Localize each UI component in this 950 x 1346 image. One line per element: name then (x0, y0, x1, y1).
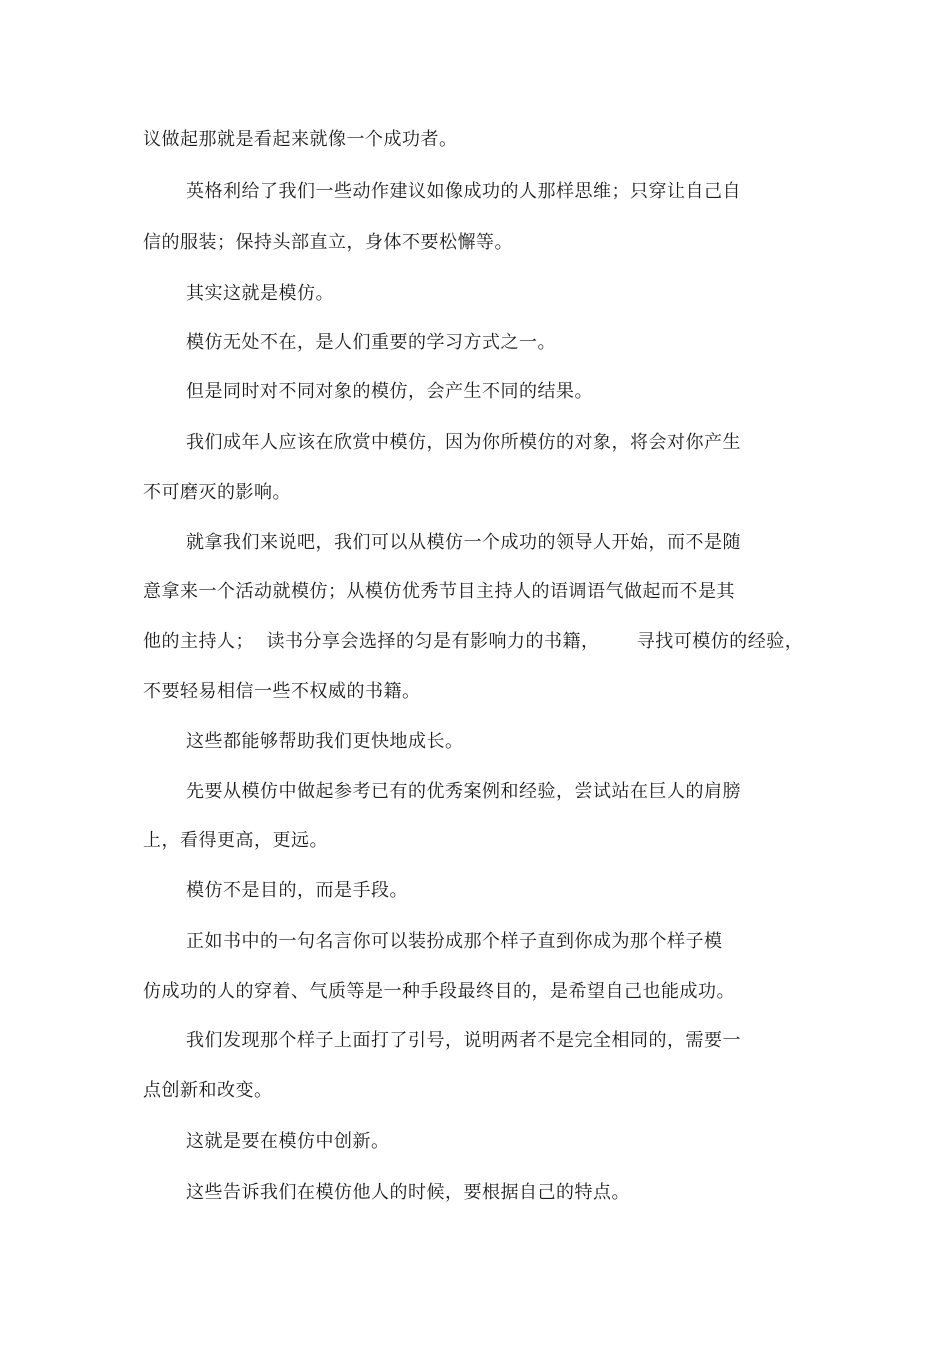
text-line: 议做起那就是看起来就像一个成功者。 (143, 129, 458, 150)
text-line: 其实这就是模仿。 (186, 283, 334, 304)
text-line: 信的服装；保持头部直立，身体不要松懈等。 (143, 232, 513, 253)
text-line: 这就是要在模仿中创新。 (186, 1131, 390, 1152)
text-line: 正如书中的一句名言你可以装扮成那个样子直到你成为那个样子模 (186, 931, 723, 952)
text-line: 我们发现那个样子上面打了引号，说明两者不是完全相同的，需要一 (186, 1030, 741, 1051)
text-line: 不要轻易相信一些不权威的书籍。 (143, 681, 421, 702)
text-line: 上，看得更高，更远。 (143, 830, 328, 851)
text-line: 模仿不是目的，而是手段。 (186, 880, 408, 901)
text-line: 英格利给了我们一些动作建议如像成功的人那样思维；只穿让自己自 (186, 181, 741, 202)
text-line: 这些都能够帮助我们更快地成长。 (186, 731, 464, 752)
text-line: 点创新和改变。 (143, 1080, 273, 1101)
text-line: 仿成功的人的穿着、气质等是一种手段最终目的，是希望自己也能成功。 (143, 981, 735, 1002)
text-line: 就拿我们来说吧，我们可以从模仿一个成功的领导人开始，而不是随 (186, 532, 741, 553)
text-line: 不可磨灭的影响。 (143, 482, 291, 503)
text-line: 他的主持人； 读书分享会选择的匀是有影响力的书籍， 寻找可模仿的经验， (143, 631, 804, 652)
text-line: 这些告诉我们在模仿他人的时候，要根据自己的特点。 (186, 1182, 630, 1203)
text-line: 模仿无处不在，是人们重要的学习方式之一。 (186, 332, 556, 353)
text-line: 意拿来一个活动就模仿；从模仿优秀节目主持人的语调语气做起而不是其 (143, 581, 735, 602)
text-line: 但是同时对不同对象的模仿，会产生不同的结果。 (186, 381, 593, 402)
text-line: 先要从模仿中做起参考已有的优秀案例和经验，尝试站在巨人的肩膀 (186, 781, 741, 802)
text-line: 我们成年人应该在欣赏中模仿，因为你所模仿的对象，将会对你产生 (186, 432, 741, 453)
